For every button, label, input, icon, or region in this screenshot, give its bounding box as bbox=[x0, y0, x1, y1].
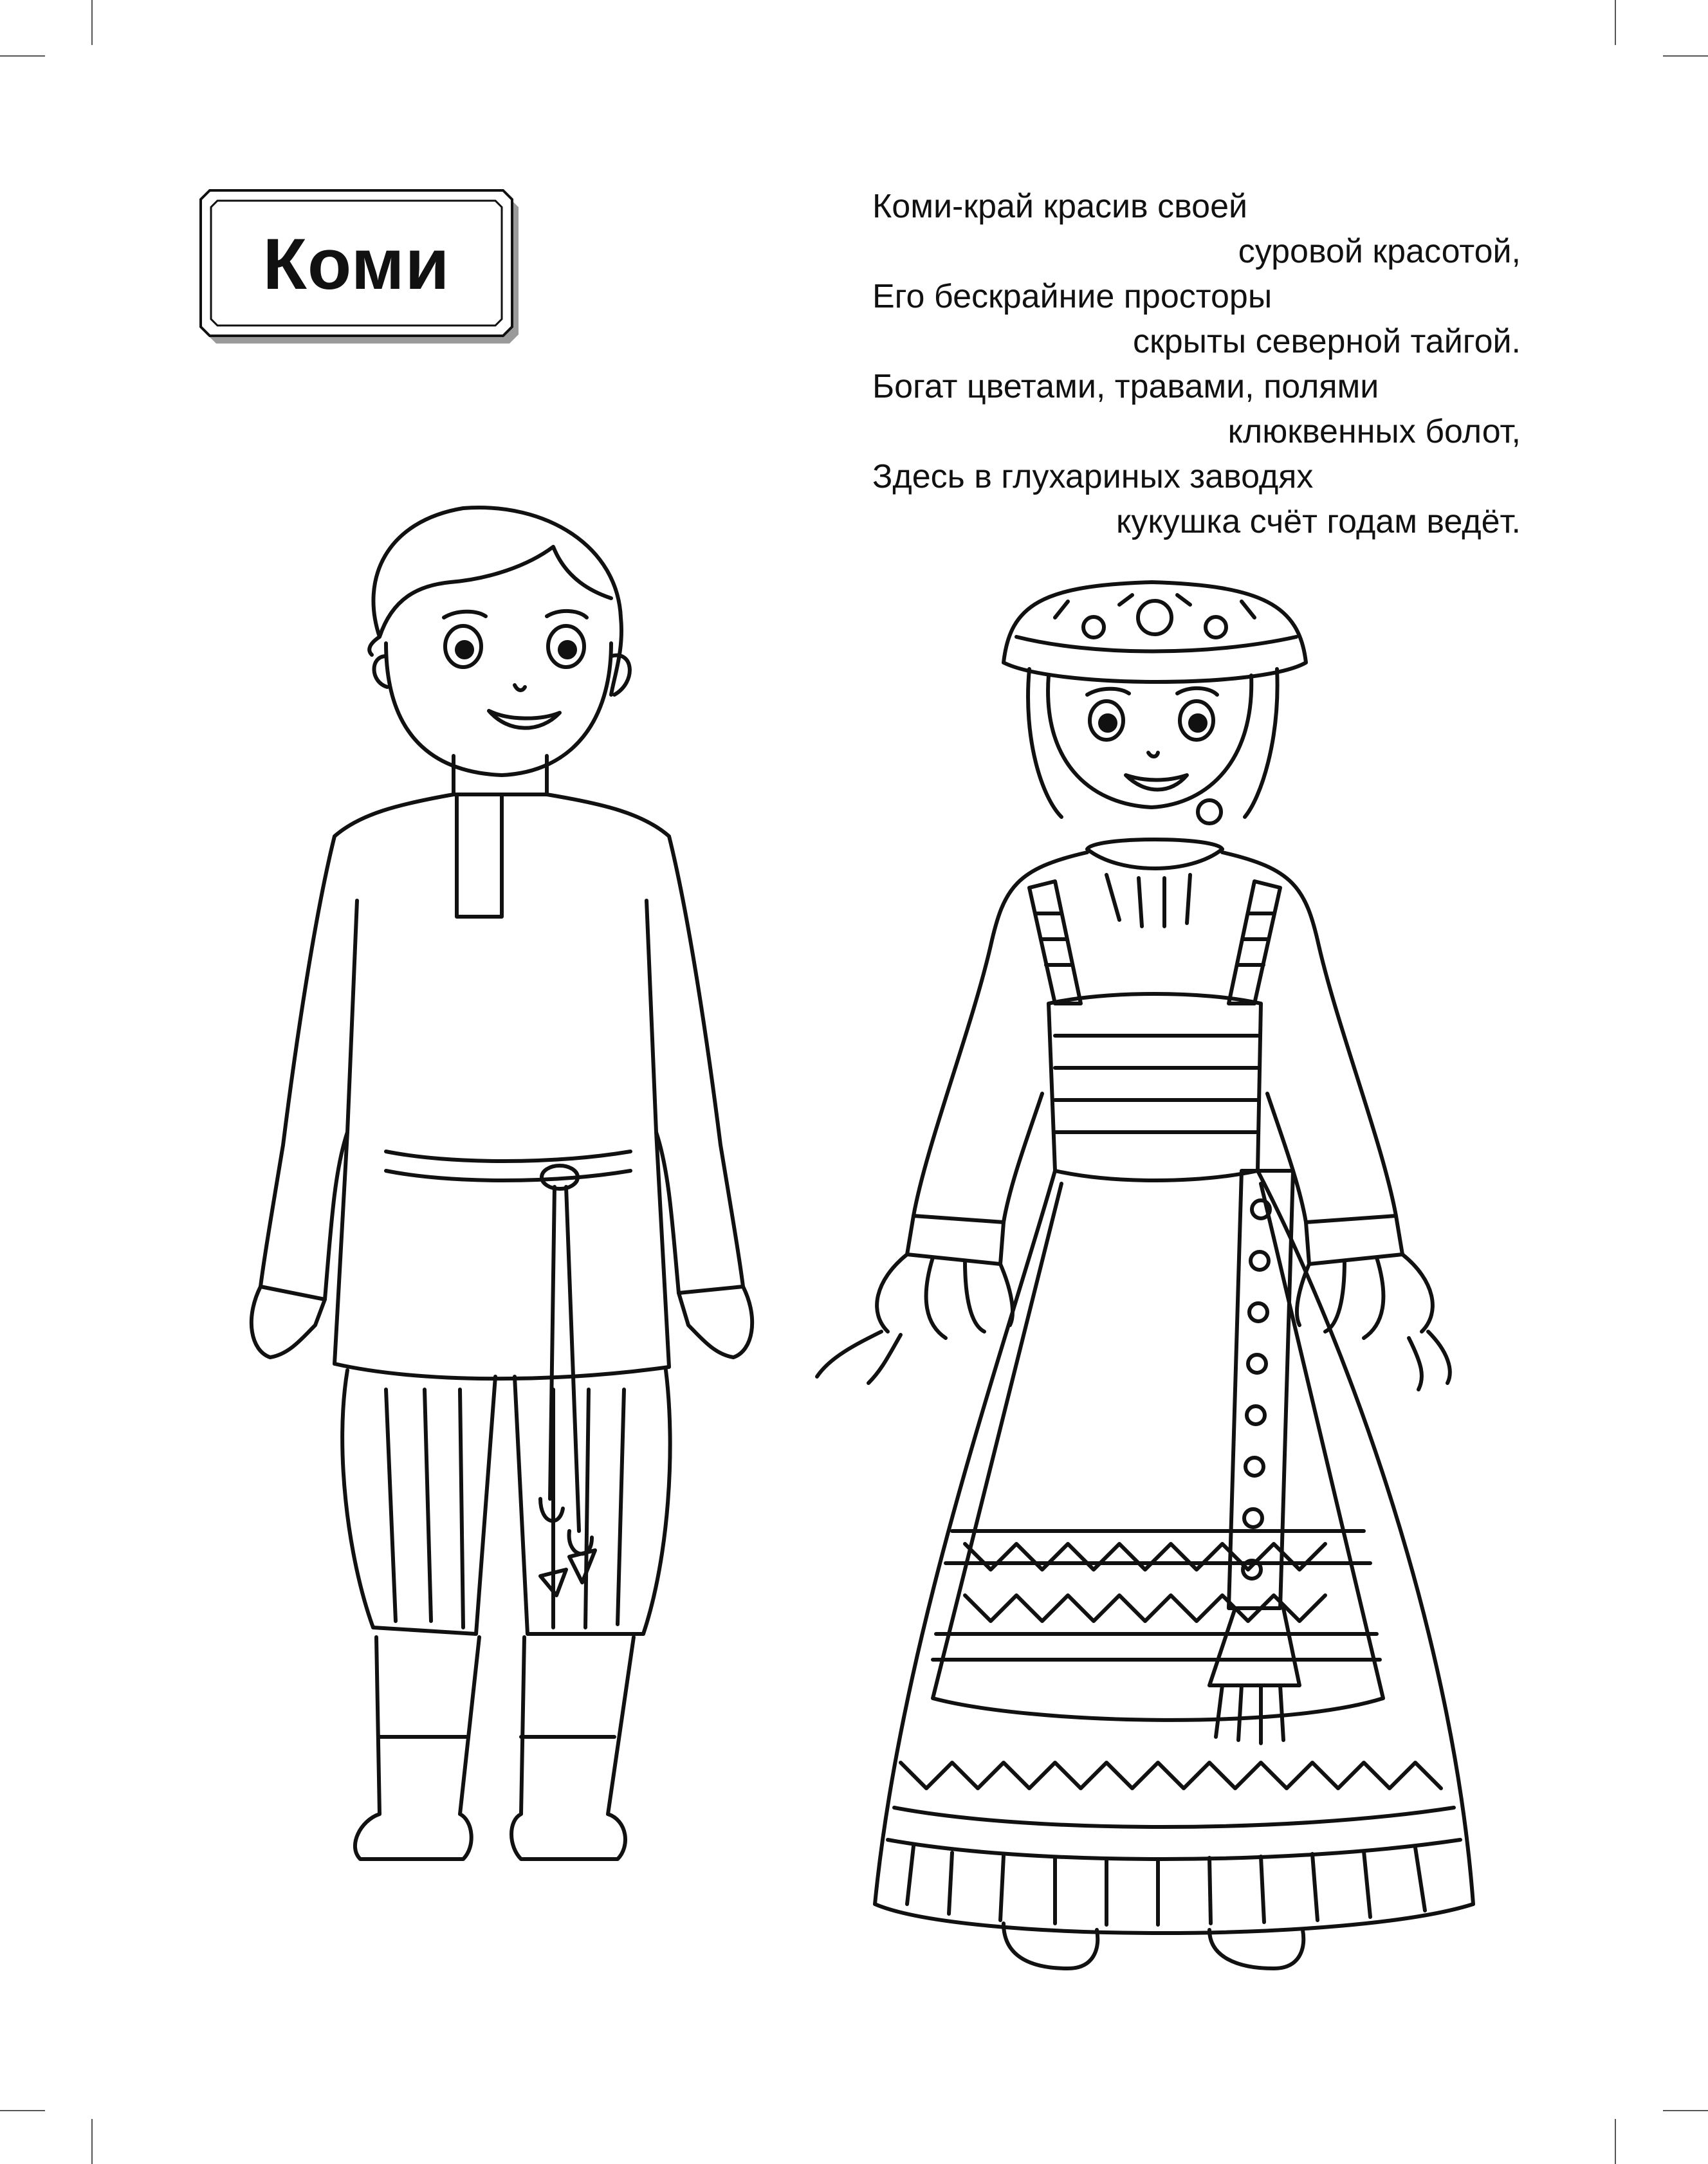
poem-line: Здесь в глухариных заводях bbox=[872, 458, 1314, 495]
boy-nose bbox=[515, 685, 525, 690]
girl-sash bbox=[1229, 1171, 1293, 1608]
boy-figure bbox=[252, 508, 752, 1859]
poem-line: клюквенных болот, bbox=[1227, 413, 1521, 450]
boy-pupil bbox=[560, 642, 575, 657]
poem-line: Богат цветами, травами, полями bbox=[872, 368, 1379, 405]
girl-strap bbox=[1229, 881, 1280, 1004]
sash-tassel bbox=[1209, 1608, 1299, 1743]
boy-placket bbox=[457, 794, 502, 917]
apron-ornament bbox=[965, 1544, 1325, 1570]
girl-nose bbox=[1148, 753, 1158, 756]
hem-zigzag bbox=[901, 1763, 1441, 1788]
girl-shoe bbox=[1209, 1930, 1303, 1968]
girl-hand bbox=[1409, 1332, 1450, 1389]
boy-hand bbox=[679, 1287, 752, 1357]
poem-line: Коми-край красив своей bbox=[872, 188, 1248, 225]
poem-line: суровой красотой, bbox=[1238, 233, 1521, 270]
girl-collar bbox=[1087, 839, 1222, 868]
boy-boot bbox=[355, 1637, 479, 1859]
girl-strap bbox=[1029, 881, 1081, 1004]
kokoshnik-flower bbox=[1138, 601, 1171, 634]
boy-boot bbox=[511, 1637, 634, 1859]
girl-kokoshnik bbox=[1004, 582, 1306, 682]
boy-hair bbox=[369, 508, 621, 695]
girl-bodice bbox=[1049, 994, 1261, 1180]
boy-belt bbox=[386, 1151, 630, 1180]
girl-mouth bbox=[1126, 775, 1187, 790]
boy-mouth bbox=[489, 711, 560, 728]
boy-pupil bbox=[457, 642, 472, 657]
poem-line: кукушка счёт годам ведёт. bbox=[1116, 503, 1521, 540]
poem-line: скрыты северной тайгой. bbox=[1132, 323, 1521, 360]
girl-figure bbox=[817, 582, 1473, 1968]
page-title: Коми bbox=[262, 223, 450, 304]
poem-line: Его бескрайние просторы bbox=[872, 278, 1272, 315]
girl-earring bbox=[1198, 800, 1221, 823]
girl-hand bbox=[817, 1332, 901, 1383]
